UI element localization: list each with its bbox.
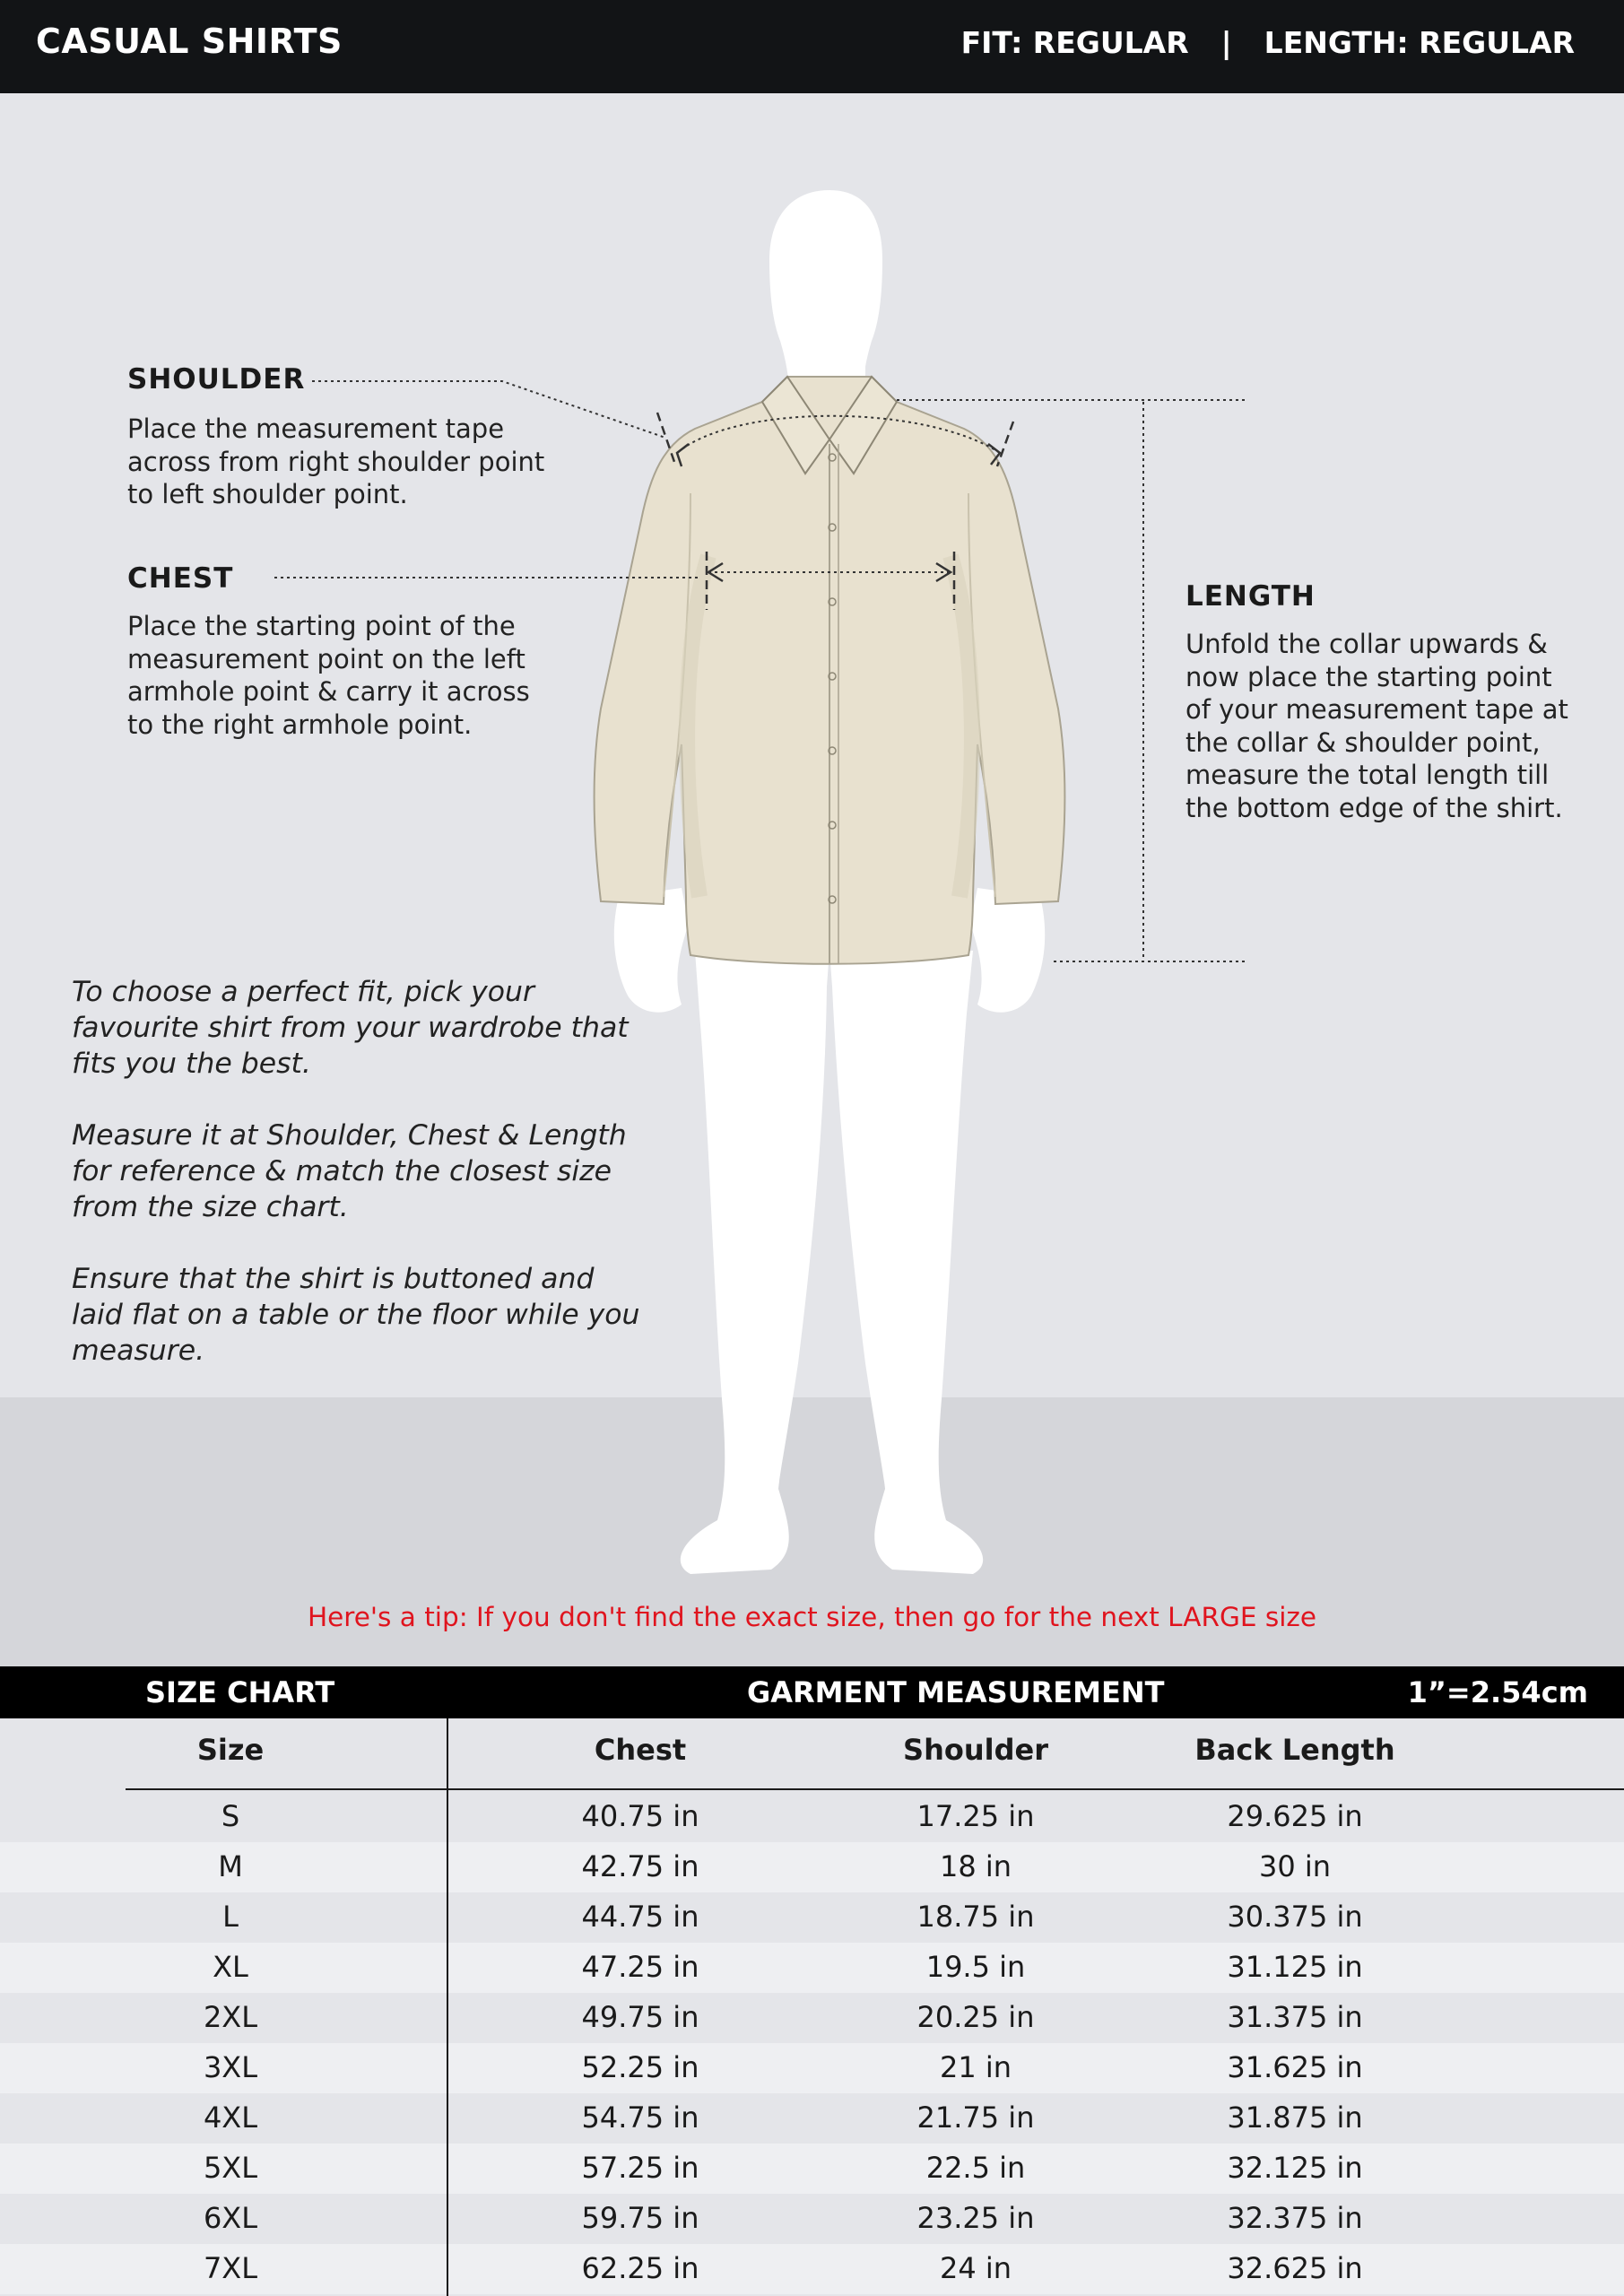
table-row — [0, 2244, 1624, 2294]
table-cell: S — [221, 1799, 240, 1833]
table-cell: 21 in — [939, 2050, 1012, 2084]
table-row — [0, 2043, 1624, 2093]
table-row — [0, 2194, 1624, 2244]
length-line-4: the collar & shoulder point, — [1185, 726, 1541, 758]
table-row — [0, 1993, 1624, 2043]
guide-line: fits you the best. — [72, 1048, 311, 1080]
header-divider-left — [126, 1788, 447, 1790]
table-cell: 29.625 in — [1227, 1799, 1363, 1833]
table-cell: 20.25 in — [916, 2000, 1035, 2034]
table-row — [0, 1792, 1624, 1842]
length-description — [1185, 628, 1568, 824]
length-line-6: the bottom edge of the shirt. — [1185, 792, 1563, 823]
table-cell: 4XL — [203, 2100, 258, 2135]
table-cell: 7XL — [203, 2251, 258, 2285]
table-cell: 32.125 in — [1227, 2151, 1363, 2185]
guide-line: measure. — [72, 1335, 205, 1367]
shoulder-description — [127, 413, 544, 511]
chest-line-2: measurement point on the left — [127, 643, 525, 674]
table-cell: 31.375 in — [1227, 2000, 1363, 2034]
length-line-3: of your measurement tape at — [1185, 694, 1568, 725]
column-header-size: Size — [196, 1733, 265, 1767]
chest-title: CHEST — [127, 562, 234, 595]
table-cell: 17.25 in — [916, 1799, 1035, 1833]
guide-paragraph-1 — [72, 974, 629, 1082]
shoulder-line-2: across from right shoulder point — [127, 446, 545, 477]
shoulder-line-1: Place the measurement tape — [127, 413, 505, 444]
header-divider-right — [448, 1788, 1624, 1790]
size-tip: Here's a tip: If you don't find the exact size, then go for the next LARGE size — [307, 1602, 1317, 1632]
column-header-shoulder: Shoulder — [903, 1733, 1048, 1767]
table-cell: 2XL — [203, 2000, 258, 2034]
table-cell: 52.25 in — [581, 2050, 699, 2084]
guide-line: for reference & match the closest size — [72, 1155, 612, 1187]
table-cell: 57.25 in — [581, 2151, 699, 2185]
fit-label: FIT: REGULAR — [960, 25, 1189, 60]
table-cell: 59.75 in — [581, 2201, 699, 2235]
table-row — [0, 1892, 1624, 1943]
unit-conversion: 1”=2.54cm — [1407, 1675, 1588, 1709]
table-cell: 18 in — [939, 1849, 1012, 1883]
table-cell: 44.75 in — [581, 1900, 699, 1934]
table-cell: 32.375 in — [1227, 2201, 1363, 2235]
shoulder-line-3: to left shoulder point. — [127, 479, 408, 509]
length-line-5: measure the total length till — [1185, 760, 1550, 790]
guide-line: To choose a perfect fit, pick your — [72, 976, 534, 1008]
page-title: CASUAL SHIRTS — [36, 22, 343, 61]
guide-line: favourite shirt from your wardrobe that — [72, 1012, 629, 1044]
table-cell: 54.75 in — [581, 2100, 699, 2135]
length-title: LENGTH — [1185, 580, 1316, 613]
column-header-back-length: Back Length — [1194, 1733, 1395, 1767]
guide-paragraph-2 — [72, 1118, 627, 1225]
length-line-1: Unfold the collar upwards & — [1185, 629, 1548, 659]
table-row — [0, 1842, 1624, 1892]
shoulder-title: SHOULDER — [127, 363, 306, 396]
table-cell: 3XL — [203, 2050, 258, 2084]
table-cell: 31.125 in — [1227, 1950, 1363, 1984]
guide-line: Measure it at Shoulder, Chest & Length — [72, 1119, 627, 1152]
table-row — [0, 2093, 1624, 2144]
table-cell: 30.375 in — [1227, 1900, 1363, 1934]
table-cell: 21.75 in — [916, 2100, 1035, 2135]
table-cell: 24 in — [939, 2251, 1012, 2285]
table-cell: 49.75 in — [581, 2000, 699, 2034]
size-column-divider — [447, 1718, 448, 2296]
table-cell: 30 in — [1258, 1849, 1332, 1883]
column-header-chest: Chest — [594, 1733, 687, 1767]
chest-line-4: to the right armhole point. — [127, 709, 473, 740]
chest-line-1: Place the starting point of the — [127, 611, 516, 641]
table-cell: 23.25 in — [916, 2201, 1035, 2235]
table-cell: 31.625 in — [1227, 2050, 1363, 2084]
table-cell: M — [218, 1849, 243, 1883]
size-chart-title: SIZE CHART — [145, 1675, 335, 1709]
table-cell: L — [222, 1900, 239, 1934]
guide-paragraph-3 — [72, 1261, 640, 1369]
table-cell: 22.5 in — [925, 2151, 1026, 2185]
table-cell: 47.25 in — [581, 1950, 699, 1984]
length-label: LENGTH: REGULAR — [1264, 25, 1575, 60]
length-line-2: now place the starting point — [1185, 661, 1552, 692]
size-chart-header — [0, 1666, 1624, 1718]
guide-line: Ensure that the shirt is buttoned and — [72, 1263, 595, 1295]
table-row — [0, 2144, 1624, 2194]
chest-line-3: armhole point & carry it across — [127, 676, 530, 707]
shirt — [595, 377, 1065, 964]
table-cell: 5XL — [203, 2151, 258, 2185]
table-cell: 62.25 in — [581, 2251, 699, 2285]
table-cell: 32.625 in — [1227, 2251, 1363, 2285]
size-chart-subtitle: GARMENT MEASUREMENT — [747, 1675, 1165, 1709]
table-cell: 31.875 in — [1227, 2100, 1363, 2135]
table-cell: 40.75 in — [581, 1799, 699, 1833]
table-cell: XL — [213, 1950, 248, 1984]
fit-separator: | — [1220, 25, 1232, 60]
table-row — [0, 1943, 1624, 1993]
table-cell: 19.5 in — [925, 1950, 1026, 1984]
guide-line: laid flat on a table or the floor while you — [72, 1299, 640, 1331]
table-cell: 18.75 in — [916, 1900, 1035, 1934]
chest-description — [127, 610, 530, 741]
table-cell: 42.75 in — [581, 1849, 699, 1883]
table-cell: 6XL — [203, 2201, 258, 2235]
guide-line: from the size chart. — [72, 1191, 349, 1223]
